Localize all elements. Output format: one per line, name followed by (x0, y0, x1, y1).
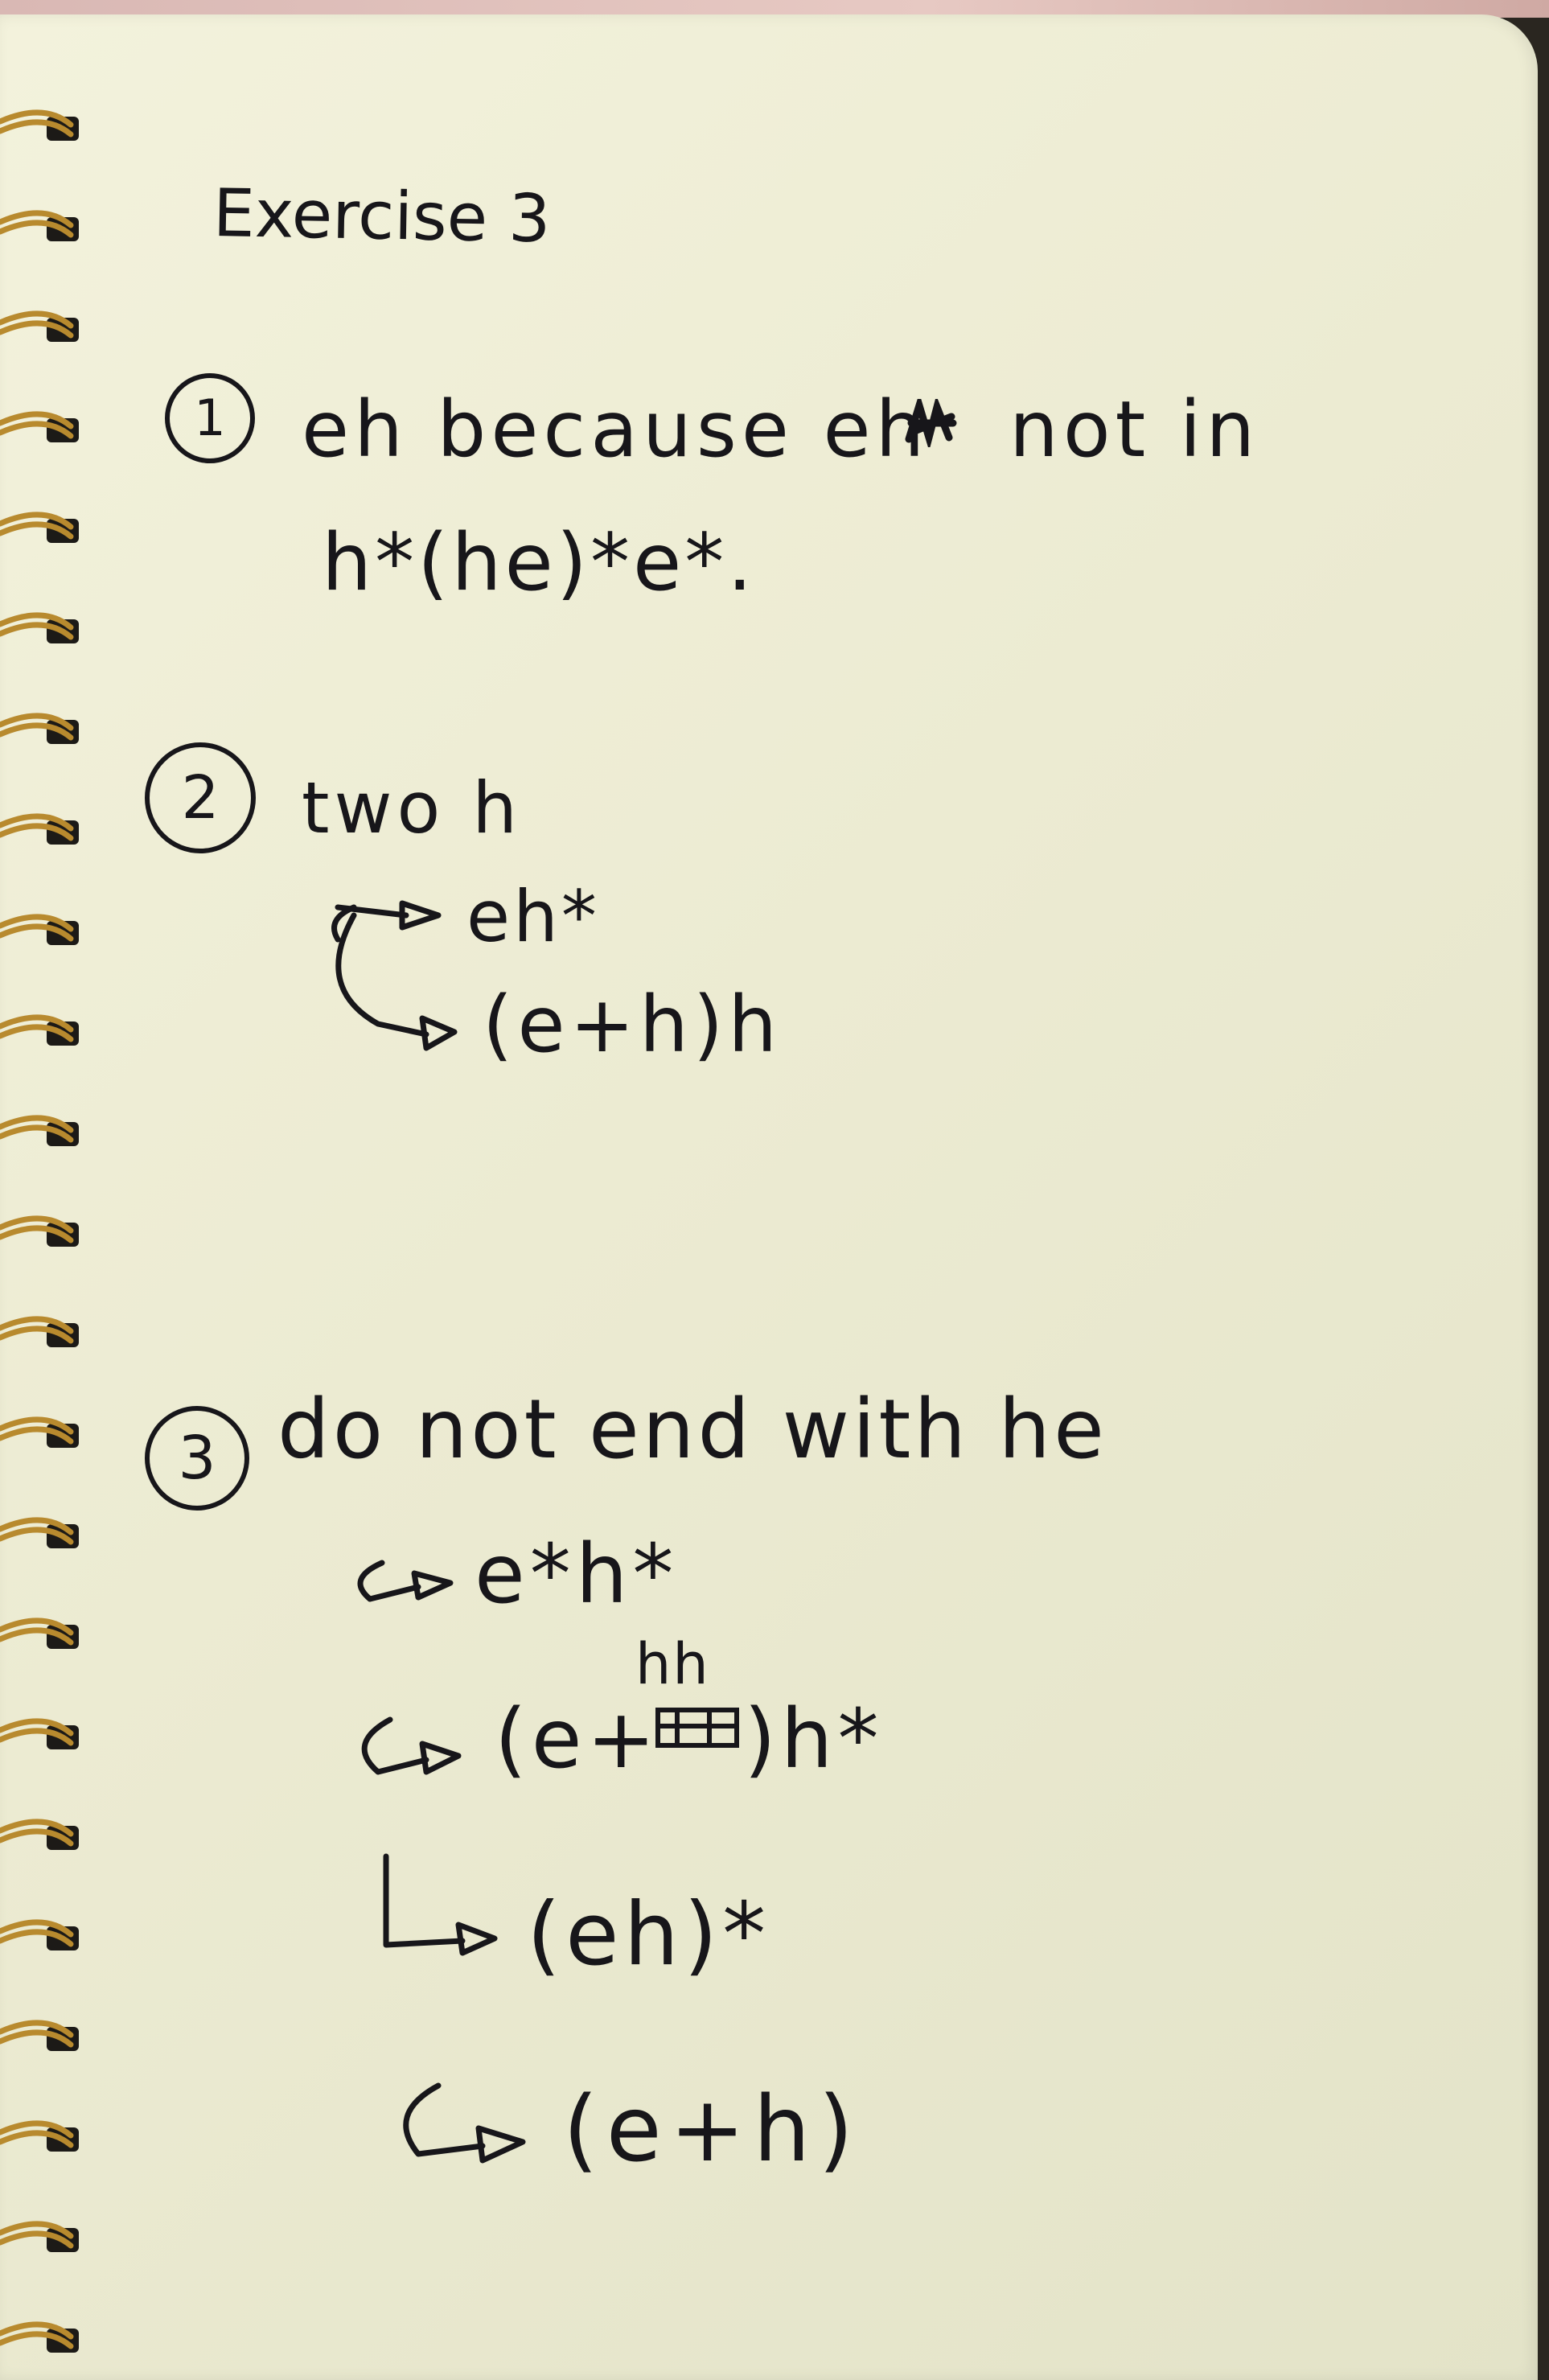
spiral-coil (0, 1219, 79, 1247)
spiral-coil (0, 213, 79, 241)
item-2-number: 2 (145, 742, 256, 853)
spiral-coil (0, 2023, 79, 2051)
item-1-expression: h*(he)*e*. (322, 517, 756, 609)
arrow-branch-3-3 (386, 1856, 462, 1945)
arrow-branch-2-2 (339, 915, 426, 1034)
item-1-text-after: not in (1009, 384, 1260, 475)
spiral-coil (0, 1922, 79, 1950)
spiral-coil (0, 1319, 79, 1347)
spiral-coil (0, 1420, 79, 1448)
item-3-text: do not end with he (277, 1382, 1107, 1478)
spiral-coil (0, 816, 79, 845)
spiral-coil (0, 615, 79, 643)
item-3-branch-1: e*h* (475, 1527, 679, 1622)
item-2-branch-2: (e+h)h (483, 980, 783, 1070)
spiral-coil (0, 414, 79, 442)
item-1-number: 1 (165, 373, 255, 463)
item-3-branch-3: (eh)* (527, 1885, 771, 1985)
item-3-branch-2b: )h* (744, 1691, 884, 1787)
spiral-coil (0, 1118, 79, 1146)
spiral-coil (0, 1822, 79, 1850)
item-3-number: 3 (145, 1406, 249, 1511)
item-2-text: two h (302, 767, 523, 849)
spiral-coil (0, 1621, 79, 1649)
item-1-text: eh because eh (302, 384, 930, 475)
spiral-binding (0, 0, 88, 2380)
spiral-coil (0, 515, 79, 543)
item-3-insertion: hh (635, 1631, 710, 1697)
spiral-coil (0, 1520, 79, 1548)
item-3-branch-4: (e+h) (563, 2078, 862, 2182)
spiral-coil (0, 917, 79, 945)
arrow-layer (0, 14, 1538, 2380)
spiral-coil (0, 2325, 79, 2353)
page-title: Exercise 3 (212, 175, 552, 258)
spiral-coil (0, 1721, 79, 1749)
arrow-branch-3-2 (364, 1720, 426, 1772)
spiral-coil (0, 1017, 79, 1046)
arrow-branch-3-1 (360, 1563, 418, 1599)
spiral-coil (0, 2224, 79, 2252)
arrow-branch-3-4 (406, 2086, 483, 2154)
notebook-page (0, 14, 1538, 2380)
spiral-coil (0, 314, 79, 342)
spiral-coil (0, 716, 79, 744)
item-3-branch-2a: (e+ (495, 1691, 661, 1787)
item-2-branch-1: eh* (466, 875, 600, 958)
spiral-coil (0, 113, 79, 141)
spiral-coil (0, 2123, 79, 2152)
